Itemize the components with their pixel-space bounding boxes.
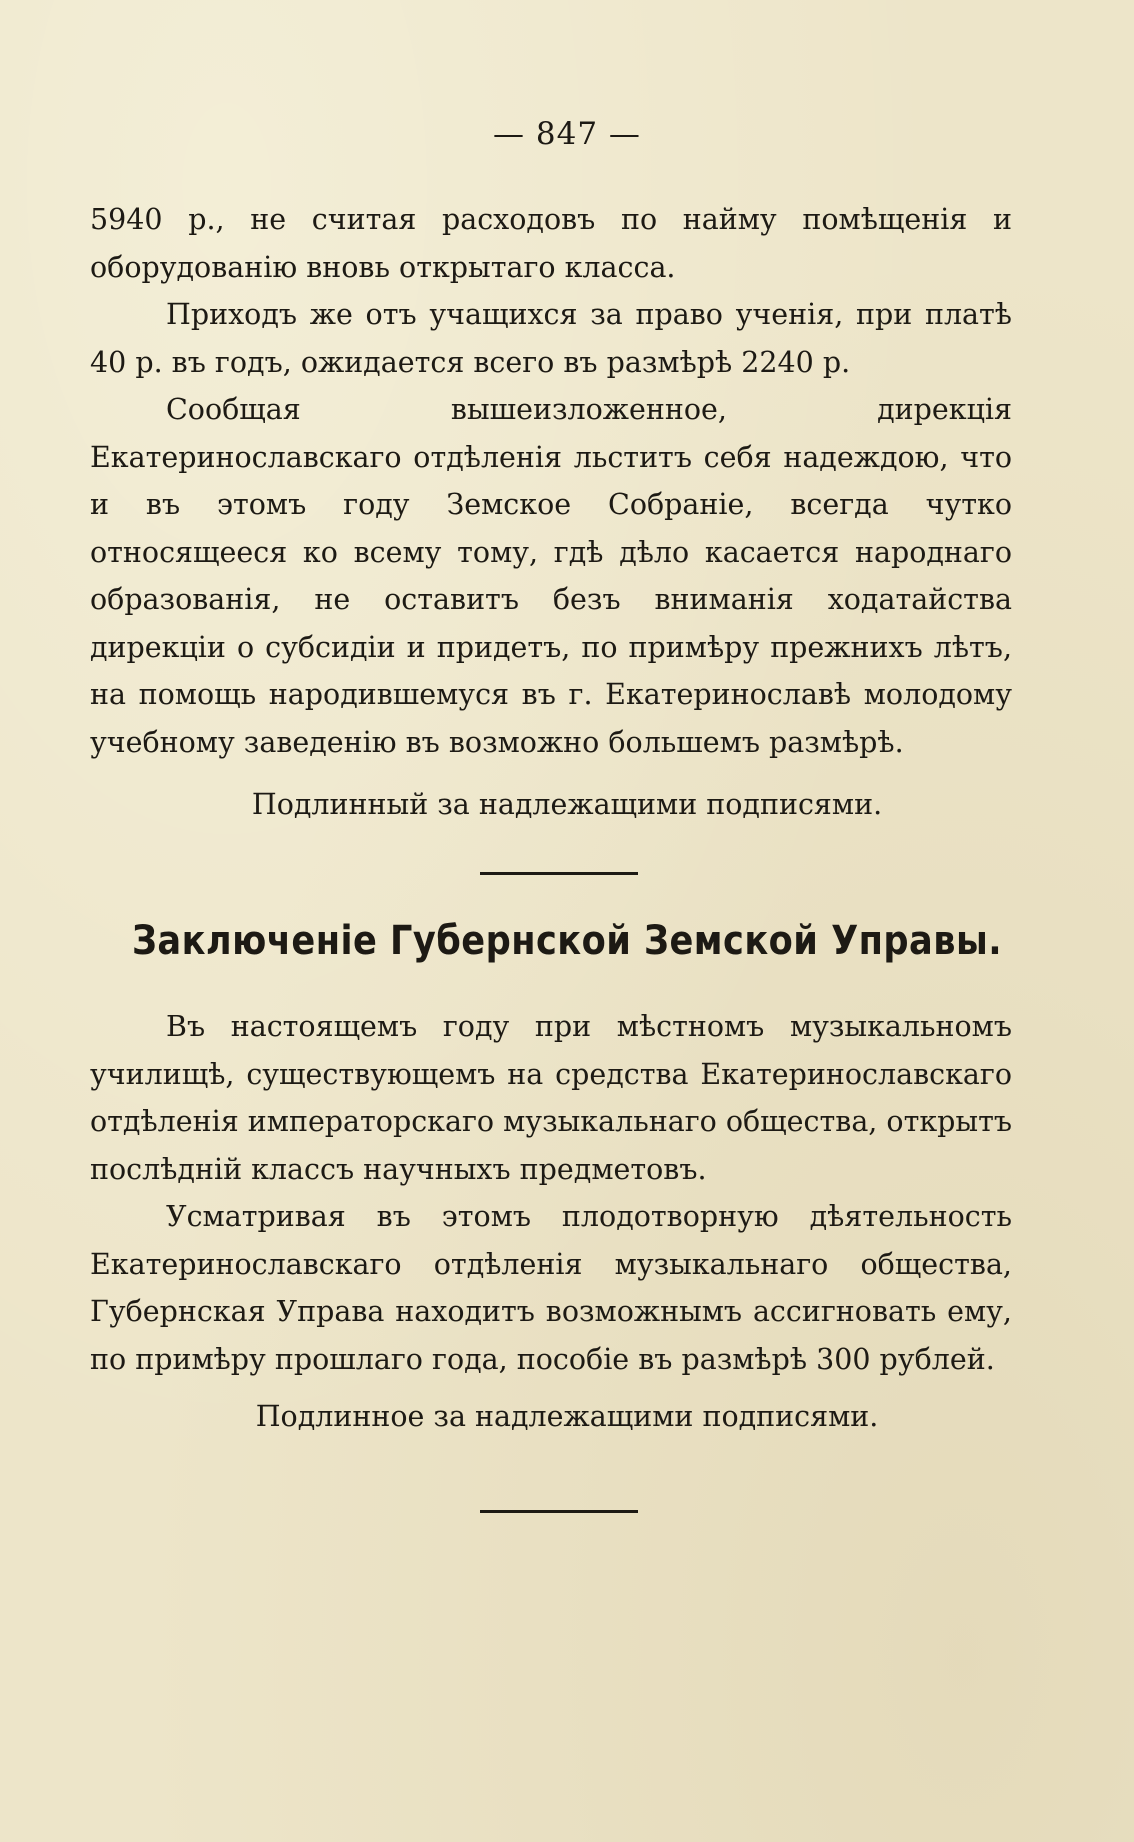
paragraph-4: Въ настоящемъ году при мѣстномъ музыкальномъ училищѣ, существующемъ на средства Екатеринославскаго отдѣленія императорскаго музыкальнаго общества, открытъ послѣдній классъ научныхъ предметовъ. (90, 1010, 1012, 1186)
page-number: — 847 — (493, 116, 641, 152)
divider-rule-2 (480, 1510, 638, 1513)
paragraph-3: Сообщая вышеизложенное, дирекція Екатеринославскаго отдѣленія льститъ себя надеждою, что и въ этомъ году Земское Собраніе, всегда чутко относящееся ко всему тому, гдѣ дѣло касается народнаго образованія, не оставитъ безъ вниманія ходатайства дирекціи о субсидіи и придетъ, по примѣру прежнихъ лѣтъ, на помощь народившемуся въ г. Екатеринославѣ молодому учебному заведенію въ возможно большемъ размѣрѣ. (90, 393, 1012, 759)
section-1-text (90, 196, 1012, 766)
paragraph-2: Приходъ же отъ учащихся за право ученія, при платѣ 40 р. въ годъ, ожидается всего въ размѣрѣ 2240 р. (90, 298, 1012, 379)
signature-1: Подлинный за надлежащими подписями. (251, 788, 883, 821)
paragraph-5: Усматривая въ этомъ плодотворную дѣятельность Екатеринославскаго отдѣленія музыкальнаго общества, Губернская Управа находитъ возможнымъ ассигновать ему, по примѣру прошлаго года, пособіе въ размѣрѣ 300 рублей. (90, 1200, 1012, 1376)
divider-rule-1 (480, 872, 638, 875)
section-2-title: Заключеніе Губернской Земской Управы. (131, 918, 1003, 964)
paragraph-1: 5940 р., не считая расходовъ по найму помѣщенія и оборудованію вновь открытаго класса. (90, 203, 1012, 284)
section-2-text (90, 1003, 1012, 1383)
signature-2: Подлинное за надлежащими подписями. (255, 1400, 879, 1433)
